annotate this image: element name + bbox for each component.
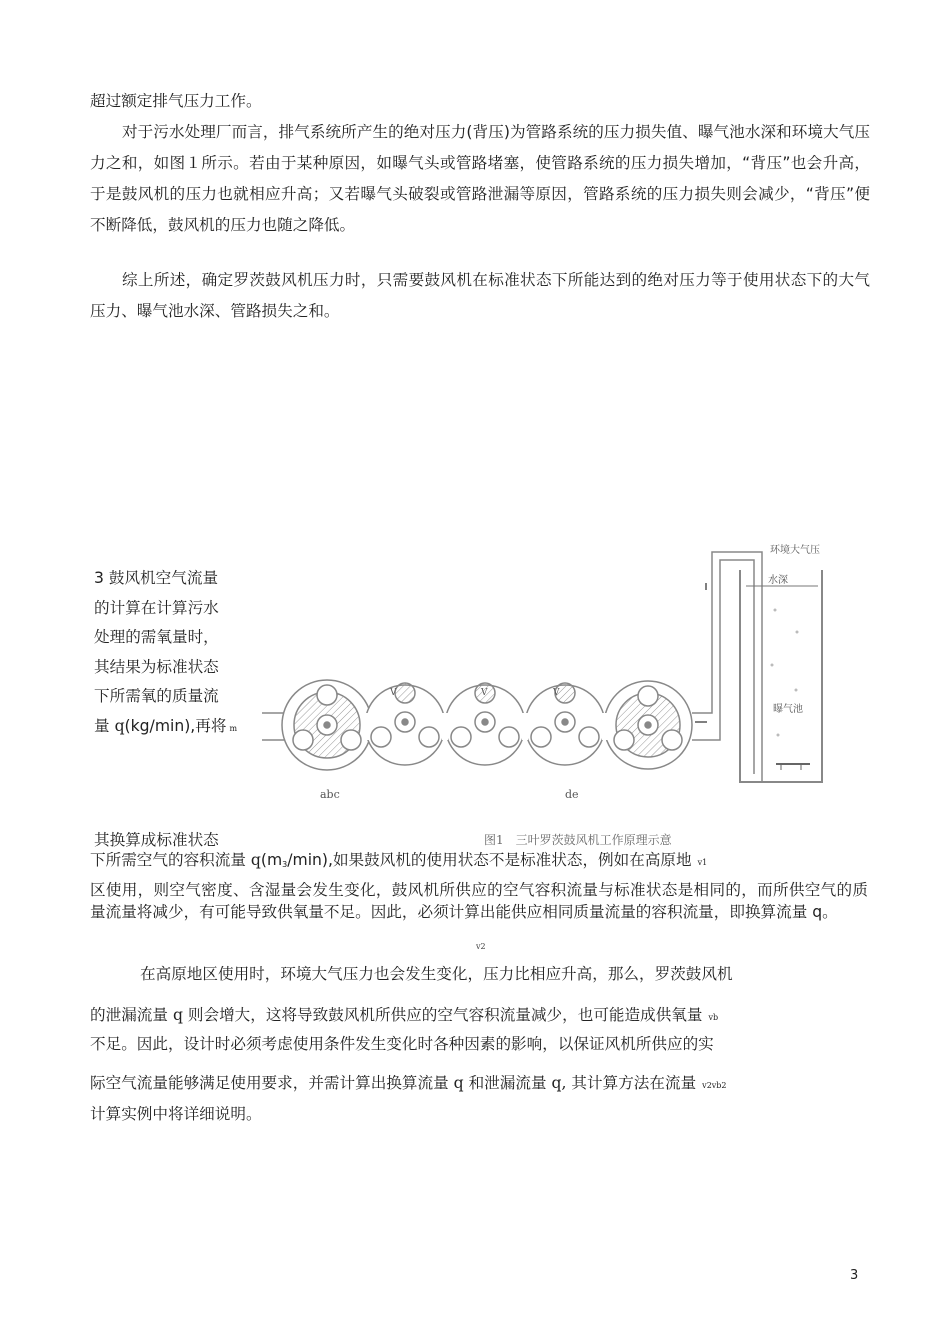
tag-v2: v2 — [476, 942, 486, 951]
side-line-6: 量 q(kg/min),再将 m — [94, 716, 238, 735]
paragraph-1: 超过额定排气压力工作。 — [90, 92, 262, 110]
side-line-5: 下所需氧的质量流 — [94, 687, 219, 705]
side-line-2: 的计算在计算污水 — [94, 598, 219, 617]
body-line-1: 下所需空气的容积流量 q(m3/min),如果鼓风机的使用状态不是标准状态，例如在高原地 v1 — [90, 851, 708, 869]
rotor-mark-2: V — [481, 688, 488, 698]
body-line-5: 在高原地区使用时，环境大气压力也会发生变化，压力比相应升高，那么，罗茨鼓风机 — [140, 965, 733, 983]
body-line-8: 际空气流量能够满足使用要求，并需计算出换算流量 q 和泄漏流量 q, 其计算方法在流量 v2vb2 — [90, 1074, 727, 1092]
figure-caption: 图1 三叶罗茨鼓风机工作原理示意 — [484, 833, 672, 847]
body-line-7: 不足。因此，设计时必须考虑使用条件发生变化时各种因素的影响，以保证风机所供应的实 — [90, 1035, 714, 1053]
label-aeration-tank: 曝气池 — [773, 704, 803, 715]
side-line-4: 其结果为标准状态 — [94, 657, 219, 676]
paragraph-4: 区使用，则空气密度、含湿量会发生变化，鼓风机所供应的空气容积流量与标准状态是相同的，而所供空气的质量流量将减少，有可能导致供氧量不足。因此，必须计算出能供应相同质量流量的容积流量，即换算流量 q。 — [90, 881, 868, 921]
page-number: 3 — [850, 1268, 859, 1283]
figure-label-de: de — [565, 788, 579, 801]
aeration-tank — [740, 570, 822, 782]
side-line-3: 处理的需氧量时， — [94, 628, 219, 646]
side-line-1: 3 鼓风机空气流量 — [94, 569, 219, 587]
rotor-stage-2 — [365, 683, 445, 765]
rotor-stage-5 — [604, 681, 692, 769]
rotor-mark-3: V — [553, 688, 560, 698]
body-line-9: 计算实例中将详细说明。 — [90, 1105, 262, 1123]
clipped-line: 其换算成标准状态 — [94, 831, 219, 849]
rotor-stage-4 — [525, 683, 605, 765]
figure-label-abc: abc — [320, 788, 340, 801]
paragraph-3: 综上所述，确定罗茨鼓风机压力时，只需要鼓风机在标准状态下所能达到的绝对压力等于使用状态下的大气压力、曝气池水深、管路损失之和。 — [90, 271, 870, 320]
label-ambient-pressure: 环境大气压 — [770, 545, 820, 556]
section-heading-text — [94, 564, 254, 743]
rotor-mark-1: V — [390, 688, 397, 698]
label-water-depth: 水深 — [768, 575, 788, 586]
bubble-dots — [771, 609, 799, 737]
body-line-6: 的泄漏流量 q 则会增大，这将导致鼓风机所供应的空气容积流量减少，也可能造成供氧量 vb — [90, 1006, 719, 1024]
rotor-stage-1 — [282, 680, 372, 770]
paragraph-2: 对于污水处理厂而言，排气系统所产生的绝对压力(背压)为管路系统的压力损失值、曝气池水深和环境大气压力之和，如图１所示。若由于某种原因，如曝气头或管路堵塞，使管路系统的压力损失增加，“背压”也会升高，于是鼓风机的压力也就相应升高；又若曝气头破裂或管路泄漏等原因，管路系统的压力损失则会减少，“背压”便不断降低，鼓风机的压力也随之降低。 — [90, 123, 870, 234]
